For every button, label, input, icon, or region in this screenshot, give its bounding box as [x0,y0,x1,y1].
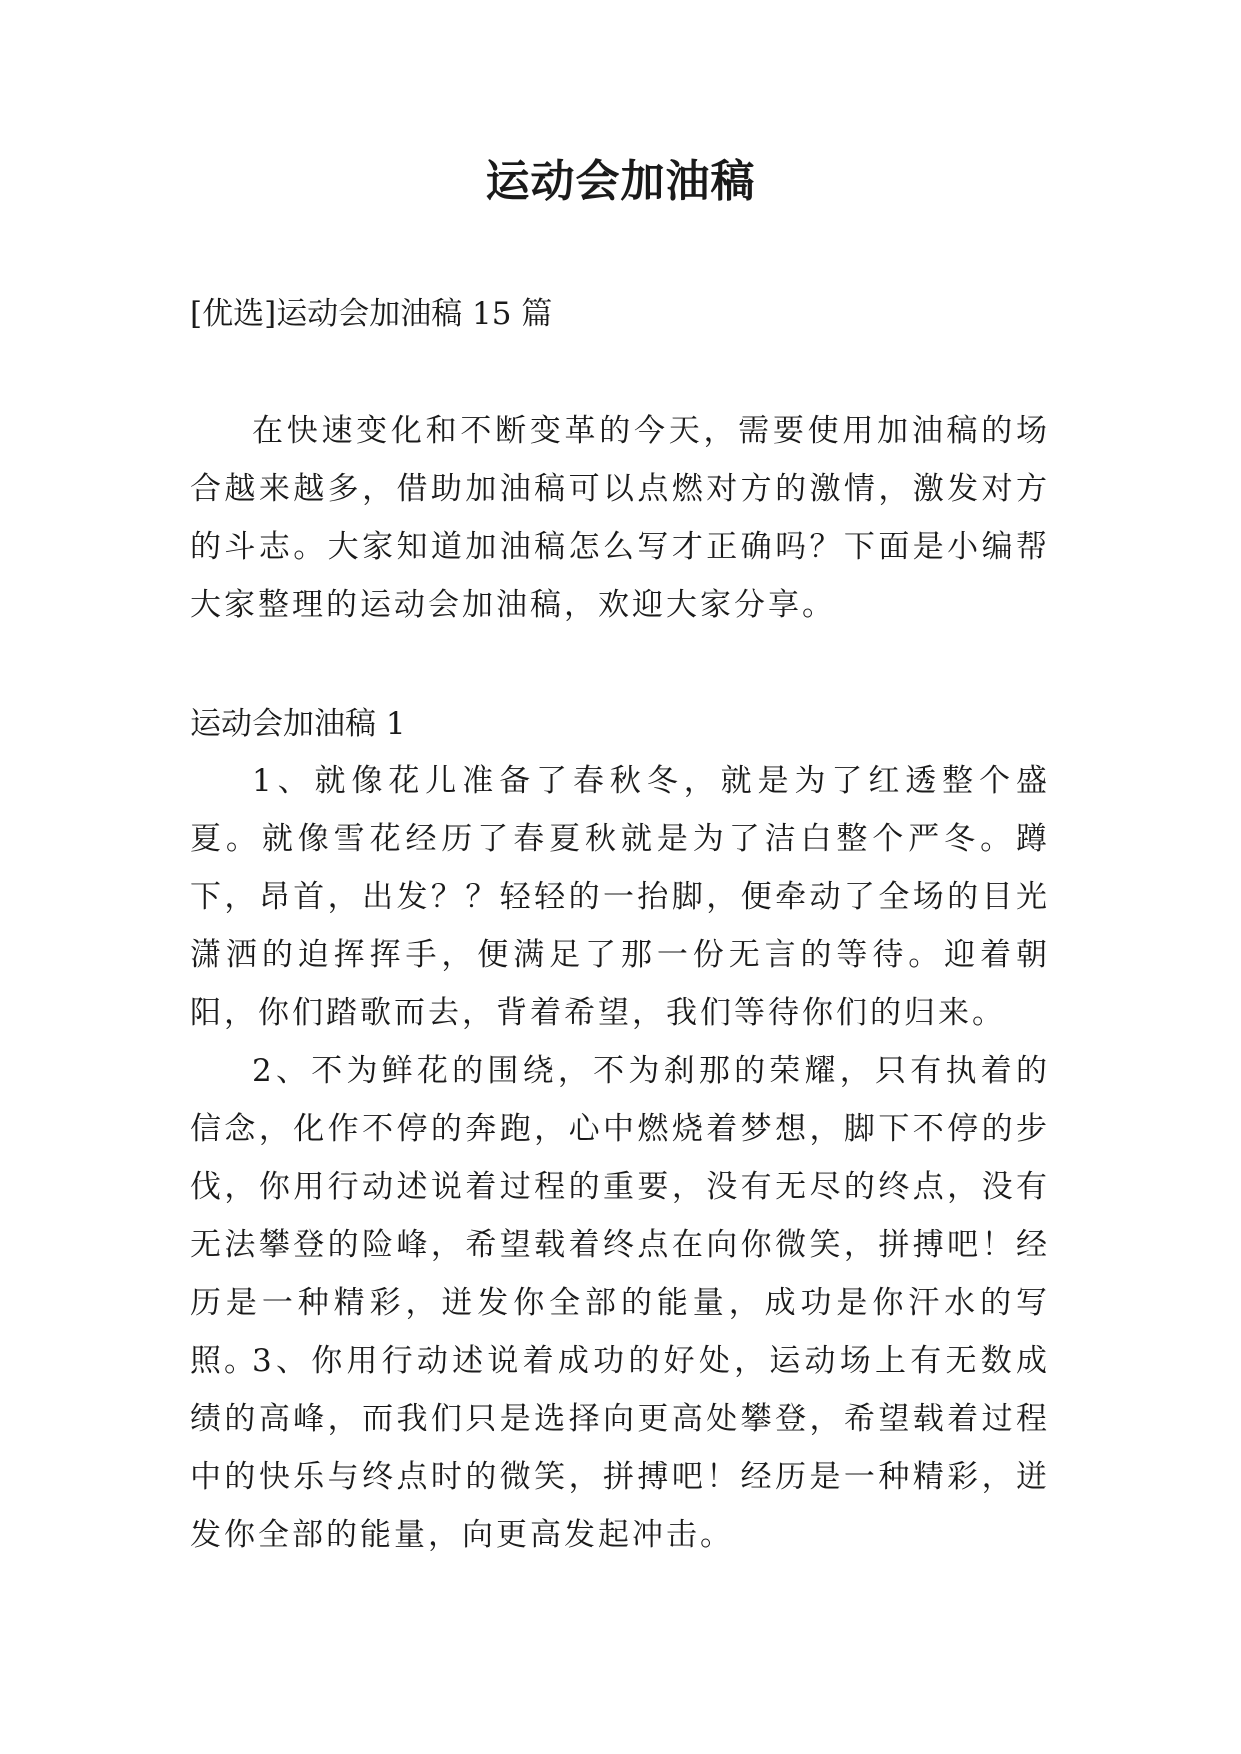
body-paragraph-3: 3、你用行动述说着成功的好处，运动场上有无数成绩的高峰，而我们只是选择向更高处攀登，希望载着过程中的快乐与终点时的微笑，拼搏吧！经历是一种精彩，迸发你全部的能量，向更高发起冲击。 [190,1343,1050,1553]
body-paragraph-2: 2、不为鲜花的围绕，不为刹那的荣耀，只有执着的信念，化作不停的奔跑，心中燃烧着梦想，脚下不停的步伐，你用行动述说着过程的重要，没有无尽的终点，没有无法攀登的险峰，希望载着终点在向你微笑，拼搏吧！经历是一种精彩，迸发你全部的能量，成功是你汗水的写照。 [190,1053,1050,1379]
document-title: 运动会加油稿 [485,156,756,207]
document-subtitle: [优选]运动会加油稿 15 篇 [190,296,553,332]
intro-paragraph: 在快速变化和不断变革的今天，需要使用加油稿的场合越来越多，借助加油稿可以点燃对方的激情，激发对方的斗志。大家知道加油稿怎么写才正确吗？下面是小编帮大家整理的运动会加油稿，欢迎大家分享。 [190,413,1050,623]
body-paragraph-1: 1、就像花儿准备了春秋冬，就是为了红透整个盛夏。就像雪花经历了春夏秋就是为了洁白整个严冬。蹲下，昂首，出发？？轻轻的一抬脚，便牵动了全场的目光潇洒的迫挥挥手，便满足了那一份无言的等待。迎着朝阳，你们踏歌而去，背着希望，我们等待你们的归来。 [190,763,1050,1031]
section-heading: 运动会加油稿 1 [190,706,406,742]
